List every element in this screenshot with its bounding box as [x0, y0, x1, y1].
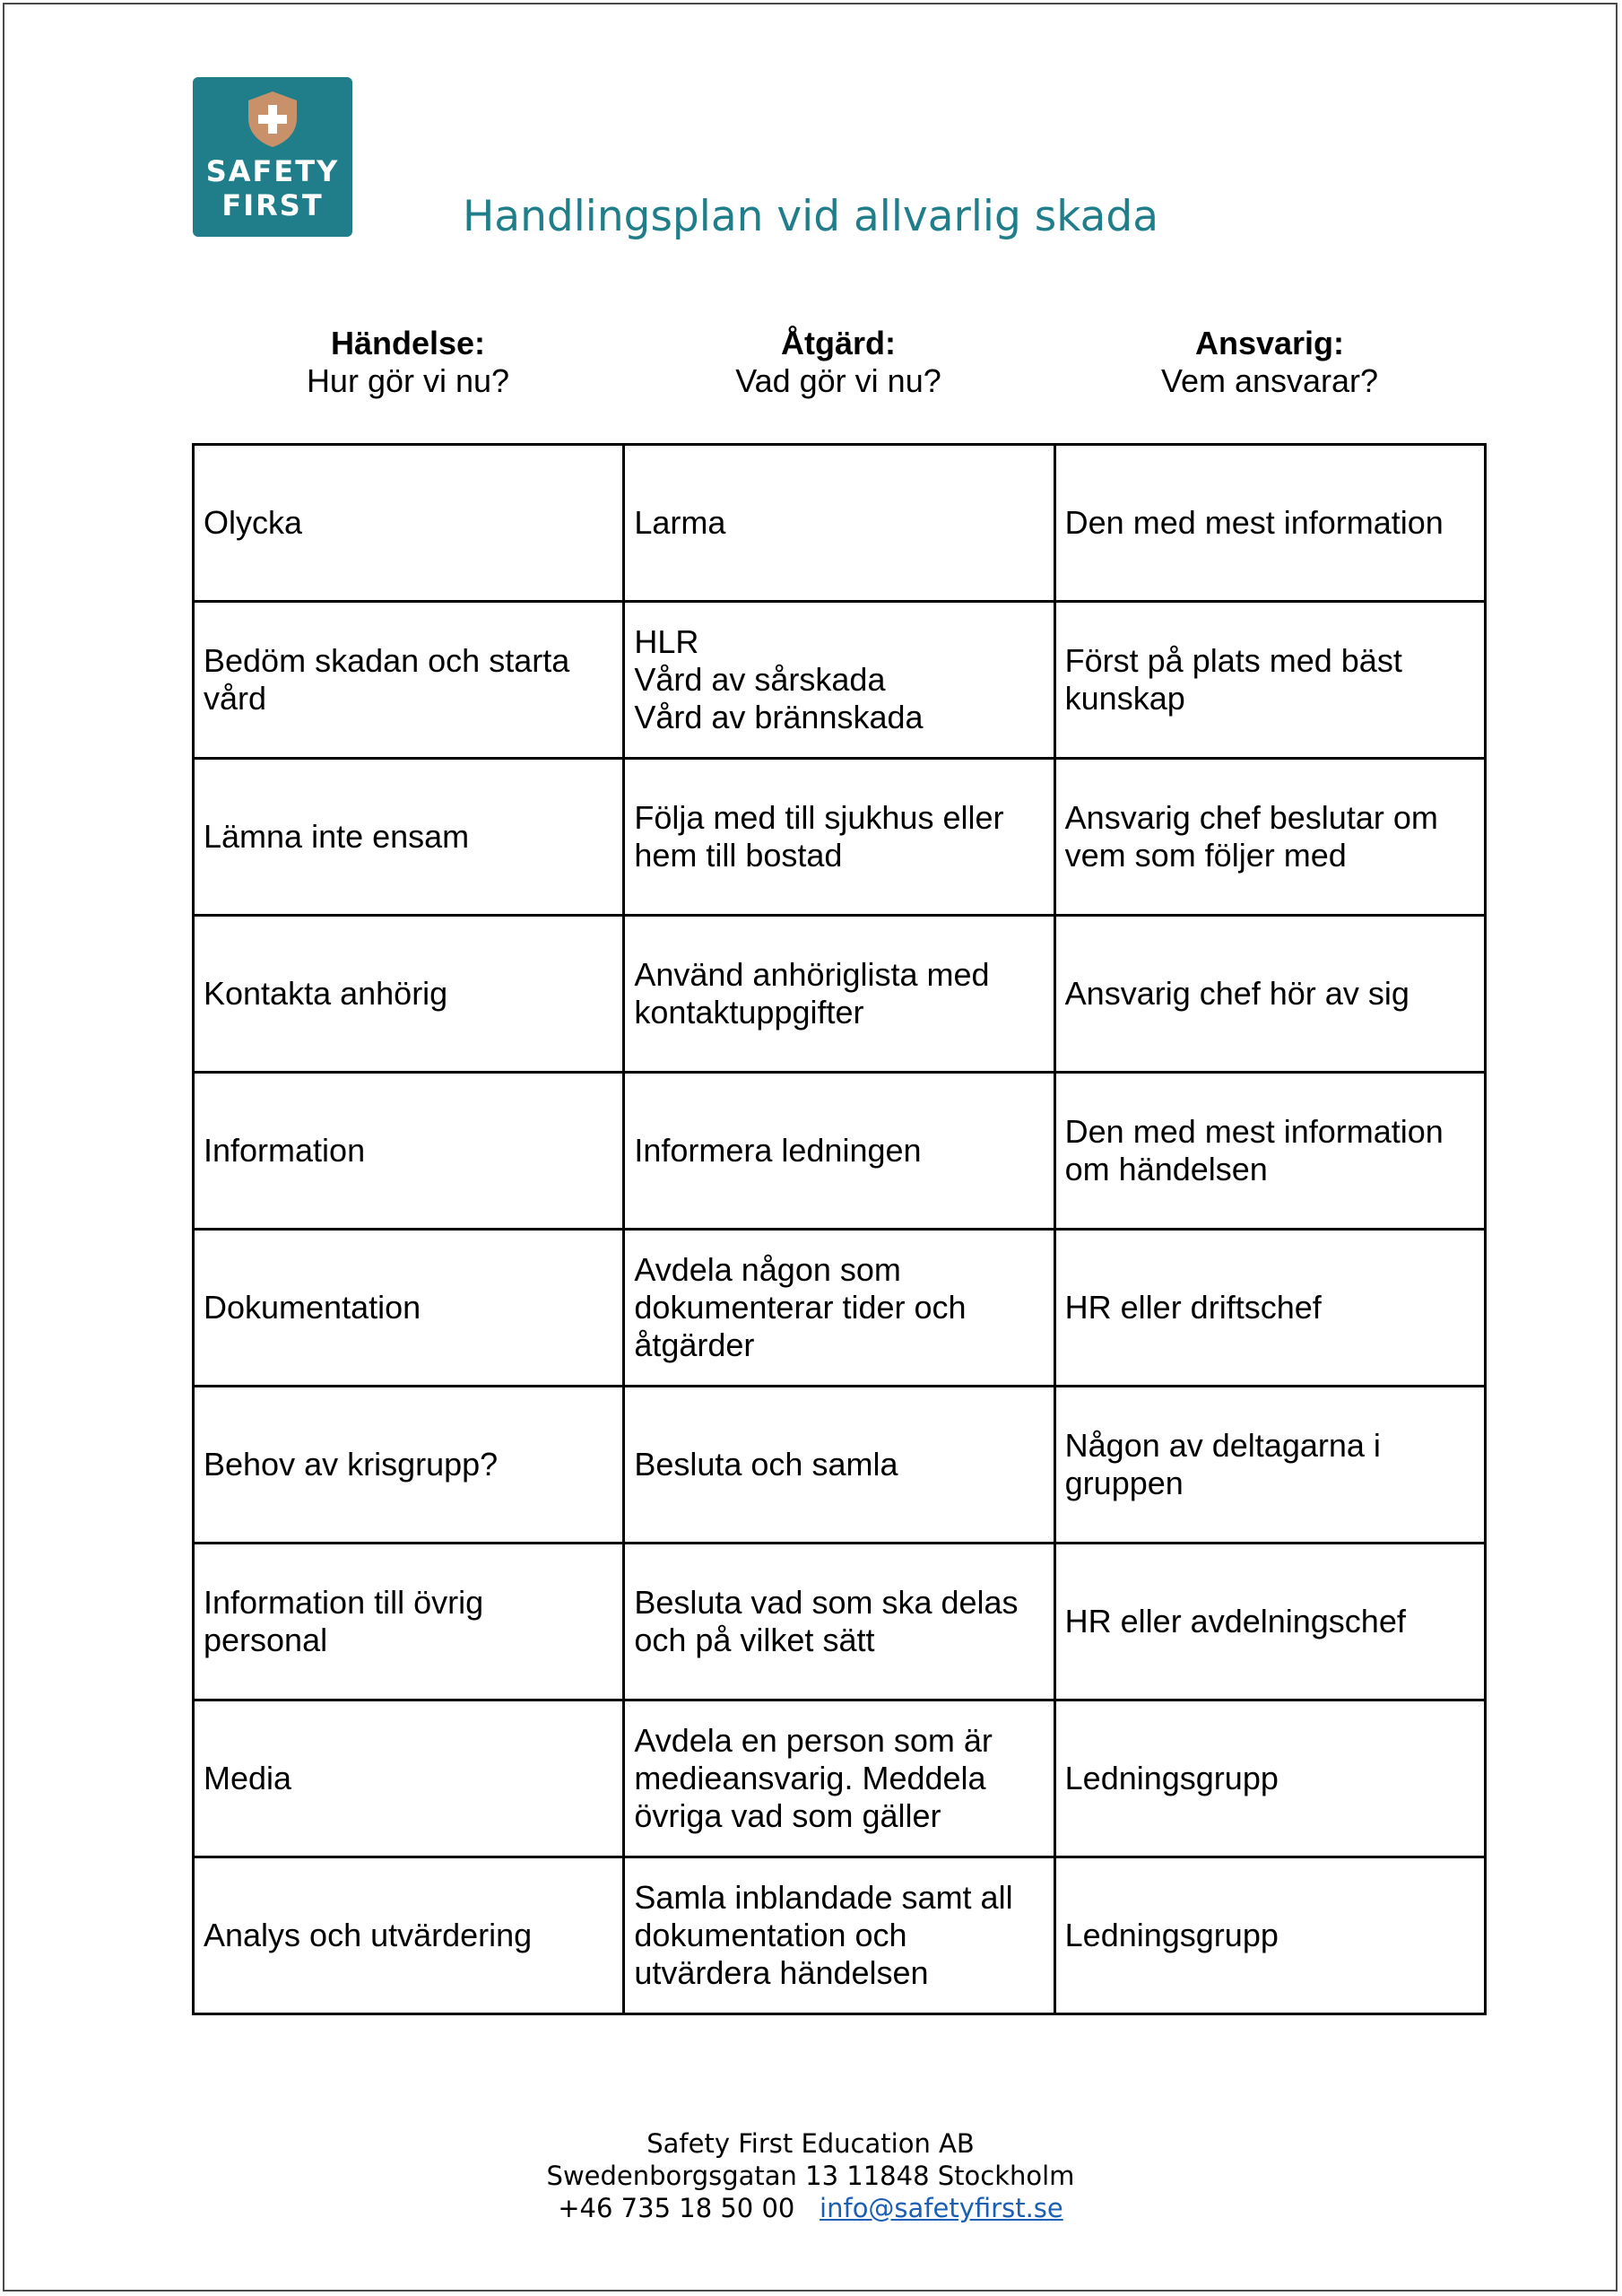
- table-row: [194, 1544, 1486, 1700]
- table-row: [194, 1387, 1486, 1544]
- event-cell: Behov av krisgrupp?: [194, 1387, 624, 1544]
- event-cell: Information till övrig personal: [194, 1544, 624, 1700]
- action-cell: Besluta och samla: [624, 1387, 1054, 1544]
- responsible-cell: Ansvarig chef hör av sig: [1054, 916, 1485, 1073]
- action-cell: Besluta vad som ska delas och på vilket sätt: [624, 1544, 1054, 1700]
- action-cell: Informera ledningen: [624, 1073, 1054, 1230]
- column-heading-ansvarig: [1054, 325, 1485, 400]
- responsible-cell: Någon av deltagarna i gruppen: [1054, 1387, 1485, 1544]
- responsible-cell: HR eller avdelningschef: [1054, 1544, 1485, 1700]
- footer-company: Safety First Education AB: [646, 2128, 975, 2159]
- event-cell: Lämna inte ensam: [194, 759, 624, 916]
- action-cell: Avdela en person som är medieansvarig. Meddela övriga vad som gäller: [624, 1700, 1054, 1857]
- event-cell: Information: [194, 1073, 624, 1230]
- table-row: [194, 1230, 1486, 1387]
- event-cell: Analys och utvärdering: [194, 1857, 624, 2014]
- column-heading-atgard: [623, 325, 1054, 400]
- column-heading-label: Åtgärd:: [781, 325, 896, 361]
- table-row: [194, 1700, 1486, 1857]
- responsible-cell: HR eller driftschef: [1054, 1230, 1485, 1387]
- column-heading-sub: Vad gör vi nu?: [735, 362, 941, 399]
- action-cell: HLR Vård av sårskada Vård av brännskada: [624, 602, 1054, 759]
- event-cell: Kontakta anhörig: [194, 916, 624, 1073]
- footer: [448, 2127, 1173, 2224]
- responsible-cell: Ansvarig chef beslutar om vem som följer med: [1054, 759, 1485, 916]
- action-plan-table: [192, 443, 1487, 2015]
- table-row: [194, 1857, 1486, 2014]
- event-cell: Olycka: [194, 445, 624, 602]
- email-link[interactable]: info@safetyfirst.se: [820, 2193, 1063, 2223]
- table-row: [194, 602, 1486, 759]
- table-row: [194, 759, 1486, 916]
- responsible-cell: Den med mest information om händelsen: [1054, 1073, 1485, 1230]
- responsible-cell: Först på plats med bäst kunskap: [1054, 602, 1485, 759]
- footer-phone: +46 735 18 50 00: [558, 2193, 795, 2223]
- responsible-cell: Ledningsgrupp: [1054, 1857, 1485, 2014]
- footer-address: Swedenborgsgatan 13 11848 Stockholm: [546, 2161, 1075, 2191]
- event-cell: Dokumentation: [194, 1230, 624, 1387]
- action-cell: Följa med till sjukhus eller hem till bostad: [624, 759, 1054, 916]
- responsible-cell: Ledningsgrupp: [1054, 1700, 1485, 1857]
- action-cell: Samla inblandade samt all dokumentation och utvärdera händelsen: [624, 1857, 1054, 2014]
- logo-text-line1: SAFETY: [205, 154, 340, 188]
- logo-text-line2: FIRST: [221, 188, 324, 222]
- page-title: Handlingsplan vid allvarlig skada: [462, 192, 1159, 241]
- footer-contact: [448, 2192, 1173, 2224]
- table-row: [194, 916, 1486, 1073]
- action-cell: Larma: [624, 445, 1054, 602]
- table-row: [194, 1073, 1486, 1230]
- responsible-cell: Den med mest information: [1054, 445, 1485, 602]
- event-cell: Media: [194, 1700, 624, 1857]
- table-row: [194, 445, 1486, 602]
- column-heading-sub: Hur gör vi nu?: [306, 362, 510, 399]
- action-cell: Avdela någon som dokumenterar tider och åtgärder: [624, 1230, 1054, 1387]
- column-heading-sub: Vem ansvarar?: [1160, 362, 1379, 399]
- action-cell: Använd anhöriglista med kontaktuppgifter: [624, 916, 1054, 1073]
- column-heading-label: Ansvarig:: [1194, 325, 1345, 361]
- shield-cross-icon: [245, 90, 300, 149]
- event-cell: Bedöm skadan och starta vård: [194, 602, 624, 759]
- column-heading-handelse: [193, 325, 623, 400]
- safety-first-logo: [193, 77, 352, 237]
- column-heading-label: Händelse:: [330, 325, 486, 361]
